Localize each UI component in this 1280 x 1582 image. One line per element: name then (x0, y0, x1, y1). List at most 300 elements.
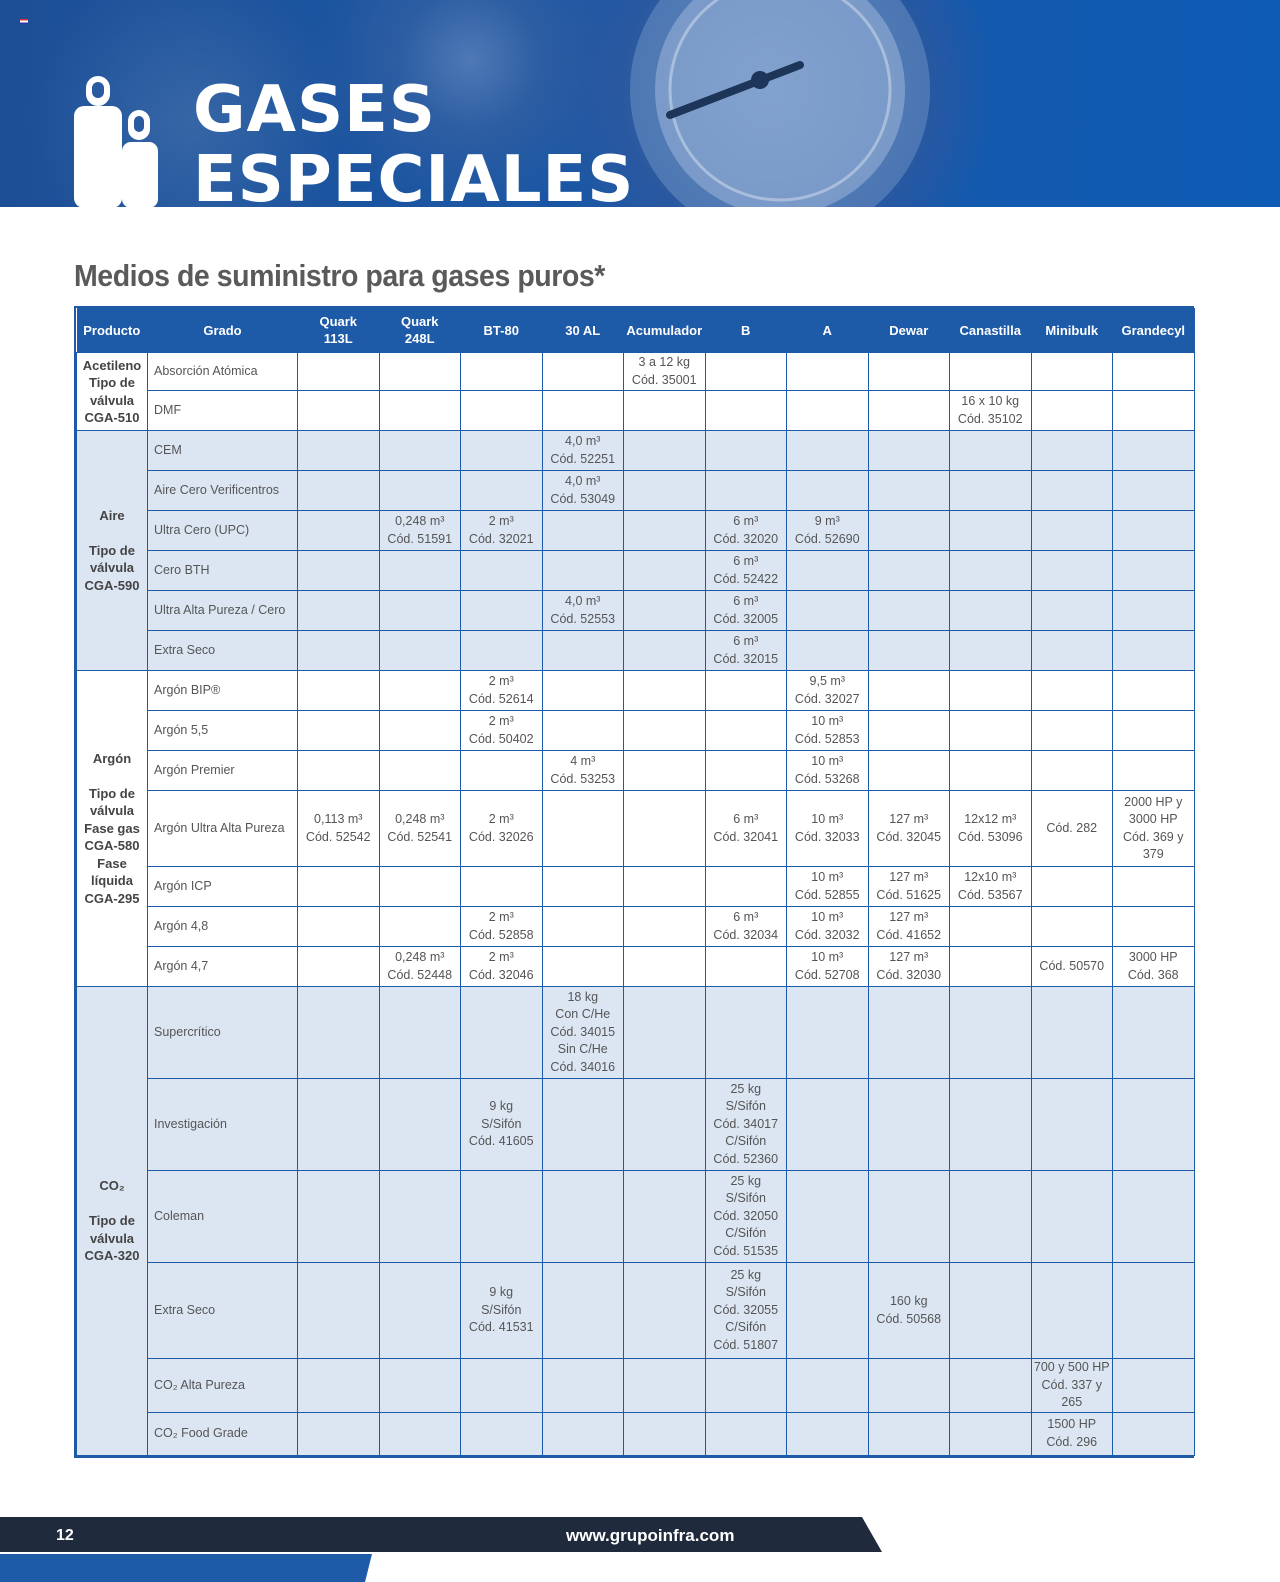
table-cell (624, 551, 706, 591)
table-cell: 1500 HP Cód. 296 (1031, 1412, 1113, 1455)
table-cell (950, 711, 1032, 751)
grade-cell: CO₂ Food Grade (148, 1412, 298, 1455)
table-cell (624, 711, 706, 751)
table-cell (705, 1359, 787, 1413)
table-cell (298, 1412, 380, 1455)
table-cell (950, 591, 1032, 631)
table-cell (298, 907, 380, 947)
table-cell (1113, 631, 1195, 671)
table-cell: 6 m³ Cód. 32041 (705, 791, 787, 867)
table-cell (1113, 551, 1195, 591)
table-cell (1031, 551, 1113, 591)
table-cell (379, 391, 461, 431)
grade-cell: Argón 5,5 (148, 711, 298, 751)
table-cell (1031, 391, 1113, 431)
grade-cell: Extra Seco (148, 1263, 298, 1359)
table-header-row (77, 308, 1195, 353)
table-cell (1113, 1359, 1195, 1413)
table-cell (868, 551, 950, 591)
table-cell (868, 1359, 950, 1413)
table-cell (624, 631, 706, 671)
table-cell (461, 551, 543, 591)
table-cell (624, 751, 706, 791)
table-cell: 10 m³ Cód. 53268 (787, 751, 869, 791)
table-cell (379, 1079, 461, 1171)
table-cell (705, 947, 787, 987)
table-cell (1031, 987, 1113, 1079)
table-cell (1113, 591, 1195, 631)
table-cell (705, 471, 787, 511)
grade-cell: CEM (148, 431, 298, 471)
table-row (77, 671, 1195, 711)
grade-cell: Ultra Alta Pureza / Cero (148, 591, 298, 631)
table-cell (298, 591, 380, 631)
table-cell (624, 987, 706, 1079)
table-cell: 10 m³ Cód. 52853 (787, 711, 869, 751)
flag-icon (20, 19, 28, 24)
table-cell: 9 m³ Cód. 52690 (787, 511, 869, 551)
grade-cell: CO₂ Alta Pureza (148, 1359, 298, 1413)
column-header: Grandecyl (1113, 308, 1195, 353)
table-row (77, 751, 1195, 791)
table-cell: 10 m³ Cód. 32033 (787, 791, 869, 867)
table-cell: 4 m³ Cód. 53253 (542, 751, 624, 791)
table-cell (868, 711, 950, 751)
table-cell (298, 1263, 380, 1359)
table-row (77, 711, 1195, 751)
table-row (77, 551, 1195, 591)
table-cell (950, 511, 1032, 551)
table-cell (542, 1263, 624, 1359)
pressure-gauge-image (630, 0, 970, 207)
table-cell: 10 m³ Cód. 52855 (787, 867, 869, 907)
table-cell (705, 711, 787, 751)
table-cell (298, 353, 380, 391)
grade-cell: Argón ICP (148, 867, 298, 907)
column-header: Quark 248L (379, 308, 461, 353)
table-cell (950, 631, 1032, 671)
table-cell (542, 867, 624, 907)
table-cell (379, 551, 461, 591)
table-cell (461, 431, 543, 471)
column-header: BT-80 (461, 308, 543, 353)
table-cell (1031, 591, 1113, 631)
table-row (77, 631, 1195, 671)
table-cell (868, 751, 950, 791)
table-cell (461, 471, 543, 511)
table-cell: 2 m³ Cód. 32046 (461, 947, 543, 987)
table-cell (298, 867, 380, 907)
table-cell (298, 431, 380, 471)
table-cell (461, 751, 543, 791)
table-cell (1031, 431, 1113, 471)
table-cell (787, 1263, 869, 1359)
table-cell (1031, 631, 1113, 671)
column-header: Quark 113L (298, 308, 380, 353)
table-cell: 12x10 m³ Cód. 53567 (950, 867, 1032, 907)
table-cell: 2 m³ Cód. 52614 (461, 671, 543, 711)
table-cell (1031, 1263, 1113, 1359)
table-cell (624, 431, 706, 471)
table-cell (787, 471, 869, 511)
gas-cylinders-icon (72, 76, 162, 207)
table-cell (298, 631, 380, 671)
table-cell (1113, 987, 1195, 1079)
table-cell: 25 kg S/Sifón Cód. 34017 C/Sifón Cód. 52360 (705, 1079, 787, 1171)
table-cell (868, 1412, 950, 1455)
table-row (77, 1263, 1195, 1359)
table-cell (379, 1263, 461, 1359)
table-cell (379, 711, 461, 751)
section-subtitle: Medios de suministro para gases puros* (74, 258, 605, 293)
column-header: Canastilla (950, 308, 1032, 353)
table-cell (624, 1359, 706, 1413)
table-row (77, 431, 1195, 471)
table-cell (461, 631, 543, 671)
table-cell: 2 m³ Cód. 50402 (461, 711, 543, 751)
table-cell: 25 kg S/Sifón Cód. 32050 C/Sifón Cód. 51535 (705, 1171, 787, 1263)
grade-cell: Ultra Cero (UPC) (148, 511, 298, 551)
table-cell: 127 m³ Cód. 32030 (868, 947, 950, 987)
table-cell (1113, 1079, 1195, 1171)
grade-cell: Extra Seco (148, 631, 298, 671)
table-cell (624, 947, 706, 987)
table-cell (705, 1412, 787, 1455)
table-cell (461, 987, 543, 1079)
table-row (77, 511, 1195, 551)
table-cell (868, 391, 950, 431)
table-cell (950, 551, 1032, 591)
table-cell (379, 1359, 461, 1413)
table-cell (542, 907, 624, 947)
table-cell: 10 m³ Cód. 32032 (787, 907, 869, 947)
table-cell: 9 kg S/Sifón Cód. 41605 (461, 1079, 543, 1171)
table-cell (624, 1263, 706, 1359)
product-cell: CO₂ Tipo de válvula CGA-320 (77, 987, 148, 1456)
table-cell (624, 471, 706, 511)
table-cell (950, 947, 1032, 987)
table-cell (950, 431, 1032, 471)
table-cell (1031, 471, 1113, 511)
table-cell (298, 391, 380, 431)
supply-table (74, 306, 1194, 1458)
table-cell (950, 1263, 1032, 1359)
table-cell (1113, 867, 1195, 907)
table-cell (461, 867, 543, 907)
table-row (77, 471, 1195, 511)
page-title-line-2: ESPECIALES (193, 143, 635, 207)
table-cell (950, 1079, 1032, 1171)
table-cell (379, 867, 461, 907)
grade-cell: Argón 4,8 (148, 907, 298, 947)
table-cell (868, 431, 950, 471)
table-cell (950, 987, 1032, 1079)
table-cell (298, 1359, 380, 1413)
column-header: Dewar (868, 308, 950, 353)
table-cell (298, 711, 380, 751)
grade-cell: DMF (148, 391, 298, 431)
table-cell (298, 671, 380, 711)
table-cell: 25 kg S/Sifón Cód. 32055 C/Sifón Cód. 51807 (705, 1263, 787, 1359)
table-cell (542, 671, 624, 711)
table-cell (1113, 1412, 1195, 1455)
table-cell: 9 kg S/Sifón Cód. 41531 (461, 1263, 543, 1359)
header-banner (0, 0, 1280, 207)
table-cell (1113, 391, 1195, 431)
table-cell (298, 471, 380, 511)
table-cell: 4,0 m³ Cód. 52553 (542, 591, 624, 631)
table-cell: 700 y 500 HP Cód. 337 y 265 (1031, 1359, 1113, 1413)
table-cell (1031, 511, 1113, 551)
grade-cell: Absorción Atómica (148, 353, 298, 391)
table-row (77, 1359, 1195, 1413)
table-cell (624, 591, 706, 631)
table-cell (950, 671, 1032, 711)
table-cell (1113, 671, 1195, 711)
column-header: Minibulk (1031, 308, 1113, 353)
table-cell (624, 671, 706, 711)
table-cell (868, 987, 950, 1079)
table-cell (1031, 867, 1113, 907)
table-cell (461, 353, 543, 391)
table-cell (298, 511, 380, 551)
table-cell (542, 711, 624, 751)
table-cell (1031, 751, 1113, 791)
table-cell (298, 947, 380, 987)
grade-cell: Coleman (148, 1171, 298, 1263)
table-cell: 9,5 m³ Cód. 32027 (787, 671, 869, 711)
table-cell (624, 1171, 706, 1263)
table-cell: 12x12 m³ Cód. 53096 (950, 791, 1032, 867)
table-cell (461, 591, 543, 631)
table-cell (1113, 711, 1195, 751)
table-cell (298, 751, 380, 791)
table-cell (787, 391, 869, 431)
table-cell (298, 1171, 380, 1263)
column-header: A (787, 308, 869, 353)
column-header: Acumulador (624, 308, 706, 353)
table-cell (1031, 711, 1113, 751)
table-cell: Cód. 282 (1031, 791, 1113, 867)
table-cell: Cód. 50570 (1031, 947, 1113, 987)
table-cell (542, 353, 624, 391)
table-cell (950, 907, 1032, 947)
table-cell (950, 471, 1032, 511)
table-cell (1113, 1263, 1195, 1359)
table-cell (705, 751, 787, 791)
table-cell (1031, 353, 1113, 391)
table-cell (868, 631, 950, 671)
table-cell (950, 1171, 1032, 1263)
table-cell (787, 1171, 869, 1263)
table-cell: 127 m³ Cód. 51625 (868, 867, 950, 907)
table-cell (298, 987, 380, 1079)
table-cell (787, 353, 869, 391)
table-cell (542, 1412, 624, 1455)
table-row (77, 791, 1195, 867)
table-cell: 127 m³ Cód. 32045 (868, 791, 950, 867)
table-cell (624, 391, 706, 431)
page-title-line-1: GASES (193, 73, 436, 147)
table-cell (624, 867, 706, 907)
table-cell (379, 751, 461, 791)
table-cell: 6 m³ Cód. 32034 (705, 907, 787, 947)
table-cell (868, 591, 950, 631)
table-cell (542, 631, 624, 671)
table-cell (705, 671, 787, 711)
table-cell (705, 353, 787, 391)
grade-cell: Supercrítico (148, 987, 298, 1079)
table-row (77, 1171, 1195, 1263)
table-cell (298, 551, 380, 591)
table-cell: 6 m³ Cód. 32005 (705, 591, 787, 631)
table-cell (542, 1079, 624, 1171)
table-cell: 3 a 12 kg Cód. 35001 (624, 353, 706, 391)
table-cell (868, 671, 950, 711)
table-cell (542, 1359, 624, 1413)
table-cell: 6 m³ Cód. 32015 (705, 631, 787, 671)
table-cell (624, 791, 706, 867)
table-cell (868, 511, 950, 551)
table-cell (787, 551, 869, 591)
table-cell (542, 551, 624, 591)
table-row (77, 947, 1195, 987)
table-cell (1113, 751, 1195, 791)
column-header: B (705, 308, 787, 353)
table-cell: 0,248 m³ Cód. 52541 (379, 791, 461, 867)
table-row (77, 1412, 1195, 1455)
grade-cell: Argón 4,7 (148, 947, 298, 987)
table-cell: 127 m³ Cód. 41652 (868, 907, 950, 947)
table-cell: 0,113 m³ Cód. 52542 (298, 791, 380, 867)
table-cell: 0,248 m³ Cód. 51591 (379, 511, 461, 551)
table-cell (542, 511, 624, 551)
table-row (77, 987, 1195, 1079)
table-cell (787, 631, 869, 671)
table-cell (787, 431, 869, 471)
column-header: 30 AL (542, 308, 624, 353)
table-cell (705, 391, 787, 431)
table-cell (461, 391, 543, 431)
table-cell (624, 907, 706, 947)
table-cell: 2000 HP y 3000 HP Cód. 369 y 379 (1113, 791, 1195, 867)
table-cell: 0,248 m³ Cód. 52448 (379, 947, 461, 987)
table-row (77, 1079, 1195, 1171)
table-cell (379, 431, 461, 471)
table-cell (624, 1079, 706, 1171)
table-cell (1031, 907, 1113, 947)
table-cell (950, 1359, 1032, 1413)
column-header: Producto (77, 308, 148, 353)
table-cell (379, 907, 461, 947)
table-cell: 3000 HP Cód. 368 (1113, 947, 1195, 987)
table-cell (461, 1359, 543, 1413)
table-cell (1113, 353, 1195, 391)
table-cell (1031, 1171, 1113, 1263)
website-link[interactable]: www.grupoinfra.com (566, 1526, 735, 1545)
table-cell: 6 m³ Cód. 52422 (705, 551, 787, 591)
table-cell: 10 m³ Cód. 52708 (787, 947, 869, 987)
table-cell (461, 1171, 543, 1263)
table-row (77, 391, 1195, 431)
table-cell (705, 987, 787, 1079)
table-cell (379, 471, 461, 511)
table-cell: 6 m³ Cód. 32020 (705, 511, 787, 551)
table-cell (379, 591, 461, 631)
table-cell (1113, 1171, 1195, 1263)
table-cell (542, 947, 624, 987)
grade-cell: Argón BIP® (148, 671, 298, 711)
table-cell: 2 m³ Cód. 32026 (461, 791, 543, 867)
table-cell (787, 1412, 869, 1455)
table-cell (868, 353, 950, 391)
table-cell (542, 391, 624, 431)
table-cell: 16 x 10 kg Cód. 35102 (950, 391, 1032, 431)
table-cell (542, 1171, 624, 1263)
table-cell (787, 987, 869, 1079)
table-cell (950, 751, 1032, 791)
table-cell (705, 431, 787, 471)
table-cell (705, 867, 787, 907)
table-cell: 4,0 m³ Cód. 53049 (542, 471, 624, 511)
table-cell (868, 1171, 950, 1263)
product-cell: Acetileno Tipo de válvula CGA-510 (77, 353, 148, 431)
table-cell: 18 kg Con C/He Cód. 34015 Sin C/He Cód. 34016 (542, 987, 624, 1079)
table-cell (379, 1412, 461, 1455)
grade-cell: Aire Cero Verificentros (148, 471, 298, 511)
grade-cell: Cero BTH (148, 551, 298, 591)
table-cell (787, 591, 869, 631)
grade-cell: Investigación (148, 1079, 298, 1171)
grade-cell: Argón Ultra Alta Pureza (148, 791, 298, 867)
table-cell (379, 987, 461, 1079)
table-row (77, 907, 1195, 947)
table-cell (1031, 671, 1113, 711)
grade-cell: Argón Premier (148, 751, 298, 791)
table-row (77, 353, 1195, 391)
product-cell: Argón Tipo de válvula Fase gas CGA-580 Fase líquida CGA-295 (77, 671, 148, 987)
table-cell (379, 671, 461, 711)
table-cell: 160 kg Cód. 50568 (868, 1263, 950, 1359)
table-cell (868, 1079, 950, 1171)
table-cell (787, 1079, 869, 1171)
table-cell (1113, 431, 1195, 471)
page-number: 12 (56, 1527, 74, 1544)
table-cell: 4,0 m³ Cód. 52251 (542, 431, 624, 471)
product-cell: Aire Tipo de válvula CGA-590 (77, 431, 148, 671)
table-cell (298, 1079, 380, 1171)
table-cell (868, 471, 950, 511)
table-cell (1113, 511, 1195, 551)
table-cell (624, 1412, 706, 1455)
table-cell (950, 1412, 1032, 1455)
table-row (77, 867, 1195, 907)
table-cell (1031, 1079, 1113, 1171)
table-cell (1113, 907, 1195, 947)
table-cell (542, 791, 624, 867)
table-cell (1113, 471, 1195, 511)
table-cell (787, 1359, 869, 1413)
table-row (77, 591, 1195, 631)
table-cell (379, 1171, 461, 1263)
table-cell: 2 m³ Cód. 32021 (461, 511, 543, 551)
table-cell: 2 m³ Cód. 52858 (461, 907, 543, 947)
table-cell (624, 511, 706, 551)
table-cell (379, 353, 461, 391)
table-cell (950, 353, 1032, 391)
column-header: Grado (148, 308, 298, 353)
table-cell (379, 631, 461, 671)
